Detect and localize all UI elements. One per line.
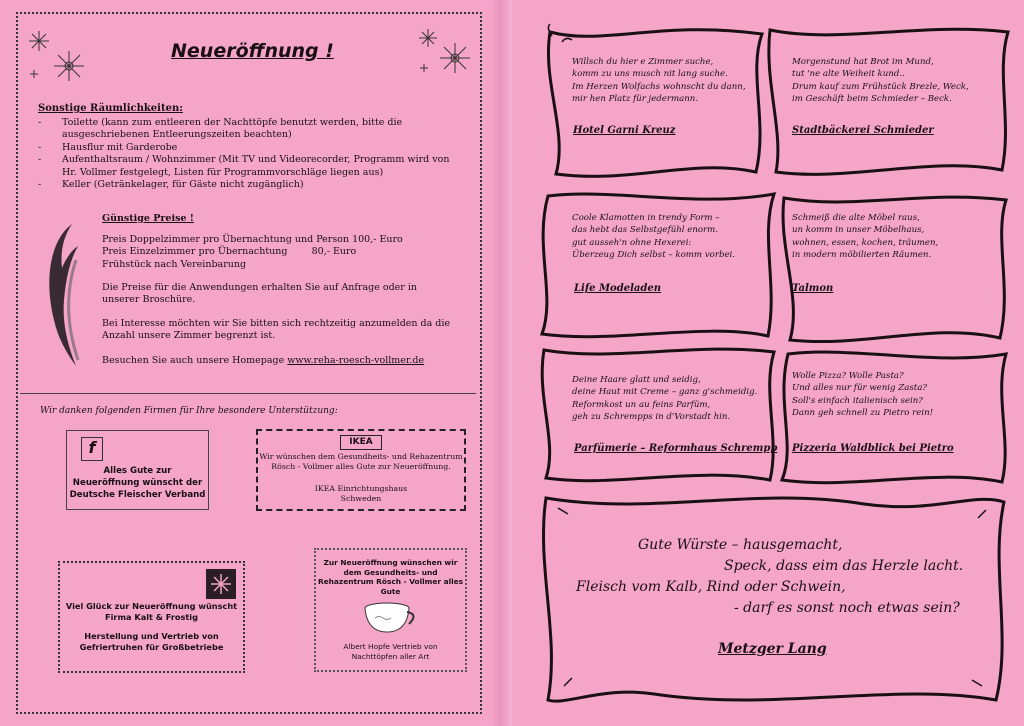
- sponsor-text: Alles Gute zur: [103, 466, 172, 476]
- poem-line: mir hen Platz für jedermann.: [572, 93, 699, 104]
- poem-line: Überzeug Dich selbst – komm vorbei.: [572, 249, 736, 260]
- sponsor-signature: Albert Hopfe Vertrieb von: [343, 642, 438, 651]
- ad-life-modeladen: [534, 186, 782, 344]
- list-item: - Keller (Getränkelager, für Gäste nicht zugänglich): [38, 179, 458, 191]
- price-single: Preis Einzelzimmer pro Übernachtung 80,- Euro: [102, 246, 357, 258]
- poem-line: wohnen, essen, kochen, träumen,: [792, 237, 939, 248]
- breakfast-info: Frühstück nach Vereinbarung: [102, 258, 247, 270]
- poem-line: Deine Haare glatt und seidig,: [572, 375, 701, 385]
- sponsor-text: Wir wünschen dem Gesundheits- und Rehazentrum: [259, 452, 463, 461]
- poem-line: Coole Klamotten in trendy Form –: [572, 213, 720, 223]
- price-double: Preis Doppelzimmer pro Übernachtung und Person 100,- Euro: [102, 234, 403, 245]
- ad-poem: [576, 535, 963, 619]
- ad-poem: [792, 370, 933, 419]
- snowflake-icon: [410, 26, 480, 86]
- poem-line: Reformkost un au feins Parfüm,: [572, 399, 711, 410]
- homepage-text: Besuchen Sie auch unsere Homepage: [102, 355, 285, 366]
- business-name: Metzger Lang: [718, 641, 827, 657]
- prices-block: [102, 234, 442, 271]
- poem-line: deine Haut mit Creme – ganz g'schmeidig.: [572, 387, 758, 398]
- fleischer-logo-icon: f: [81, 437, 103, 461]
- poem-line: Morgenstund hat Brot im Mund,: [792, 57, 934, 67]
- poem-line: geh zu Schrempps in d'Vorstadt hin.: [572, 411, 731, 422]
- sponsor-signature: Schweden: [340, 494, 382, 503]
- business-name: Talmon: [792, 283, 834, 294]
- poem-line: - darf es sonst noch etwas sein?: [734, 600, 960, 616]
- sponsor-text: Gute: [380, 586, 401, 596]
- sponsor-text: Rehazentrum Rösch - Vollmer alles: [317, 577, 464, 586]
- business-name: Stadtbäckerei Schmieder: [792, 125, 934, 136]
- poem-line: Und alles nur für wenig Zasta?: [792, 383, 927, 394]
- swirl-ribbon-icon: [42, 220, 82, 370]
- business-name: Hotel Garni Kreuz: [573, 125, 676, 136]
- poem-line: tut 'ne alte Weiheit kund..: [792, 69, 905, 80]
- poem-line: Drum kauf zum Frühstück Brezle, Weck,: [792, 81, 969, 92]
- snowflake-icon: [206, 569, 236, 599]
- right-page: [512, 0, 1024, 726]
- poem-line: Willsch du hier e Zimmer suche,: [572, 57, 714, 67]
- sponsor-kalt-frostig: [58, 561, 245, 673]
- business-name: Life Modeladen: [574, 283, 661, 294]
- prices-info: Die Preise für die Anwendungen erhalten Sie auf Anfrage oder in unserer Broschüre.: [102, 282, 418, 306]
- poem-line: Fleisch vom Kalb, Rind oder Schwein,: [576, 579, 846, 595]
- rooms-list: [38, 117, 458, 191]
- rooms-heading: Sonstige Räumlichkeiten:: [38, 103, 183, 114]
- poem-line: in modern möbilierten Räumen.: [792, 249, 932, 260]
- poem-line: un komm in unser Möbelhaus,: [792, 225, 925, 236]
- chamber-pot-icon: [361, 600, 421, 636]
- sponsor-ikea: [256, 429, 466, 511]
- sponsor-fleischer: [66, 430, 209, 510]
- poem-line: das hebt das Selbstgefühl enorm.: [572, 225, 719, 236]
- prices-heading: Günstige Preise !: [102, 213, 194, 224]
- sponsor-text: Gefriertruhen für Großbetriebe: [79, 642, 224, 652]
- ikea-logo-icon: IKEA: [340, 435, 382, 450]
- list-item: - Toilette (kann zum entleeren der Nachttöpfe benutzt werden, bitte die ausgeschriebenen Entleerungszeiten beachten): [38, 117, 458, 142]
- ad-poem: [792, 212, 938, 261]
- wavy-frame: [534, 186, 782, 344]
- sponsor-text: Rösch - Vollmer alles Gute zur Neueröffnung.: [271, 462, 451, 471]
- poem-line: Schmeiß die alte Möbel raus,: [792, 213, 920, 223]
- poem-line: komm zu uns musch nit lang suche.: [572, 69, 728, 80]
- ad-poem: [792, 56, 969, 105]
- list-item: - Aufenthaltsraum / Wohnzimmer (Mit TV und Videorecorder, Programm wird von Hr. Vollmer festgelegt, Listen für Programmvorschläge liegen aus): [38, 154, 458, 179]
- poem-line: Dann geh schnell zu Pietro rein!: [792, 407, 934, 418]
- homepage-link[interactable]: www.reha-roesch-vollmer.de: [287, 355, 425, 366]
- sponsor-text: Deutsche Fleischer Verband: [69, 490, 206, 500]
- booking-info: Bei Interesse möchten wir Sie bitten sich rechtzeitig anzumelden da die Anzahl unsere Zimmer begrenzt ist.: [102, 318, 451, 342]
- poem-line: Speck, dass eim das Herzle lacht.: [724, 558, 964, 574]
- sponsor-text: Firma Kalt & Frostig: [105, 612, 198, 622]
- sponsors-heading: Wir danken folgenden Firmen für Ihre besondere Unterstützung:: [40, 406, 338, 416]
- snowflake-icon: [24, 26, 124, 86]
- poem-line: gut ausseh'n ohne Hexerei:: [572, 237, 692, 248]
- poem-line: Im Herzen Wolfachs wohnscht du dann,: [572, 81, 746, 92]
- sponsor-signature: Nachttöpfen aller Art: [351, 651, 430, 661]
- sponsor-text: dem Gesundheits- und: [343, 567, 438, 577]
- homepage-line: [102, 355, 452, 367]
- page-fold: [490, 0, 512, 726]
- poem-line: Gute Würste – hausgemacht,: [638, 537, 843, 553]
- poem-line: Soll's einfach italienisch sein?: [792, 395, 923, 406]
- business-name: Parfümerie – Reformhaus Schrempp: [574, 443, 778, 454]
- sponsor-text: Herstellung und Vertrieb von: [84, 631, 219, 641]
- poem-line: Wolle Pizza? Wolle Pasta?: [792, 371, 904, 381]
- ad-poem: [572, 374, 757, 423]
- ad-poem: [572, 212, 735, 261]
- poem-line: im Geschäft beim Schmieder – Beck.: [792, 93, 952, 104]
- sponsor-text: Zur Neueröffnung wünschen wir: [323, 558, 458, 567]
- sponsor-signature: IKEA Einrichtungshaus: [314, 484, 408, 493]
- left-page: [0, 0, 490, 726]
- sponsor-text: Viel Glück zur Neueröffnung wünscht: [65, 601, 238, 611]
- sponsor-text: Neueröffnung wünscht der: [72, 478, 203, 488]
- divider: [20, 393, 476, 394]
- ad-poem: [572, 56, 746, 105]
- list-item: - Hausflur mit Garderobe: [38, 142, 458, 154]
- business-name: Pizzeria Waldblick bei Pietro: [792, 443, 954, 454]
- page-title: Neueröffnung !: [171, 40, 334, 62]
- sponsor-hopfe: [314, 548, 467, 672]
